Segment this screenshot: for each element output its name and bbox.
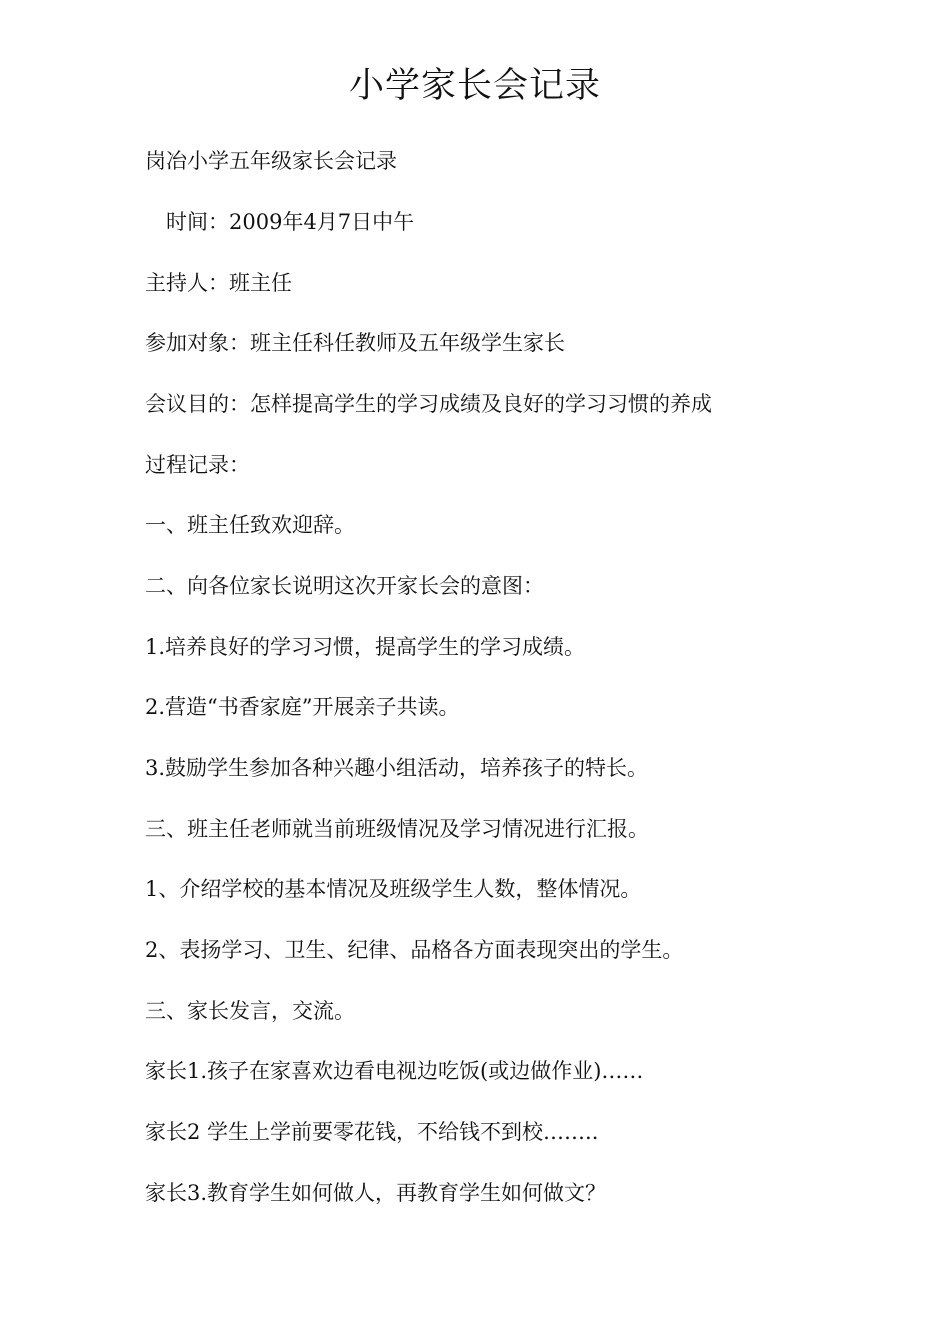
record-item: 2、表扬学习、卫生、纪律、品格各方面表现突出的学生。: [145, 938, 684, 962]
document-title: 小学家长会记录: [348, 66, 601, 106]
process-heading: 过程记录：: [145, 453, 250, 477]
meeting-host: 主持人：班主任: [145, 271, 292, 295]
record-item: 家长3.教育学生如何做人，再教育学生如何做文？: [145, 1181, 607, 1205]
record-item: 1.培养良好的学习习惯，提高学生的学习成绩。: [145, 635, 586, 659]
record-item: 1、介绍学校的基本情况及班级学生人数，整体情况。: [145, 877, 642, 901]
meeting-time: 时间：2009年4月7日中午: [166, 210, 415, 234]
record-item: 二、向各位家长说明这次开家长会的意图：: [145, 574, 544, 598]
record-item: 2.营造“书香家庭”开展亲子共读。: [145, 695, 460, 719]
record-item: 三、家长发言，交流。: [145, 999, 355, 1023]
record-item: 3.鼓励学生参加各种兴趣小组活动，培养孩子的特长。: [145, 756, 649, 780]
record-item: 家长2 学生上学前要零花钱，不给钱不到校……..: [145, 1120, 599, 1144]
meeting-purpose: 会议目的：怎样提高学生的学习成绩及良好的学习习惯的养成: [145, 392, 712, 416]
meeting-participants: 参加对象：班主任科任教师及五年级学生家长: [145, 331, 565, 355]
record-item: 三、班主任老师就当前班级情况及学习情况进行汇报。: [145, 817, 649, 841]
record-item: 一、班主任致欢迎辞。: [145, 513, 355, 537]
record-item: 家长1.孩子在家喜欢边看电视边吃饭(或边做作业)……: [145, 1059, 644, 1083]
document-subtitle: 岗冶小学五年级家长会记录: [145, 149, 397, 173]
